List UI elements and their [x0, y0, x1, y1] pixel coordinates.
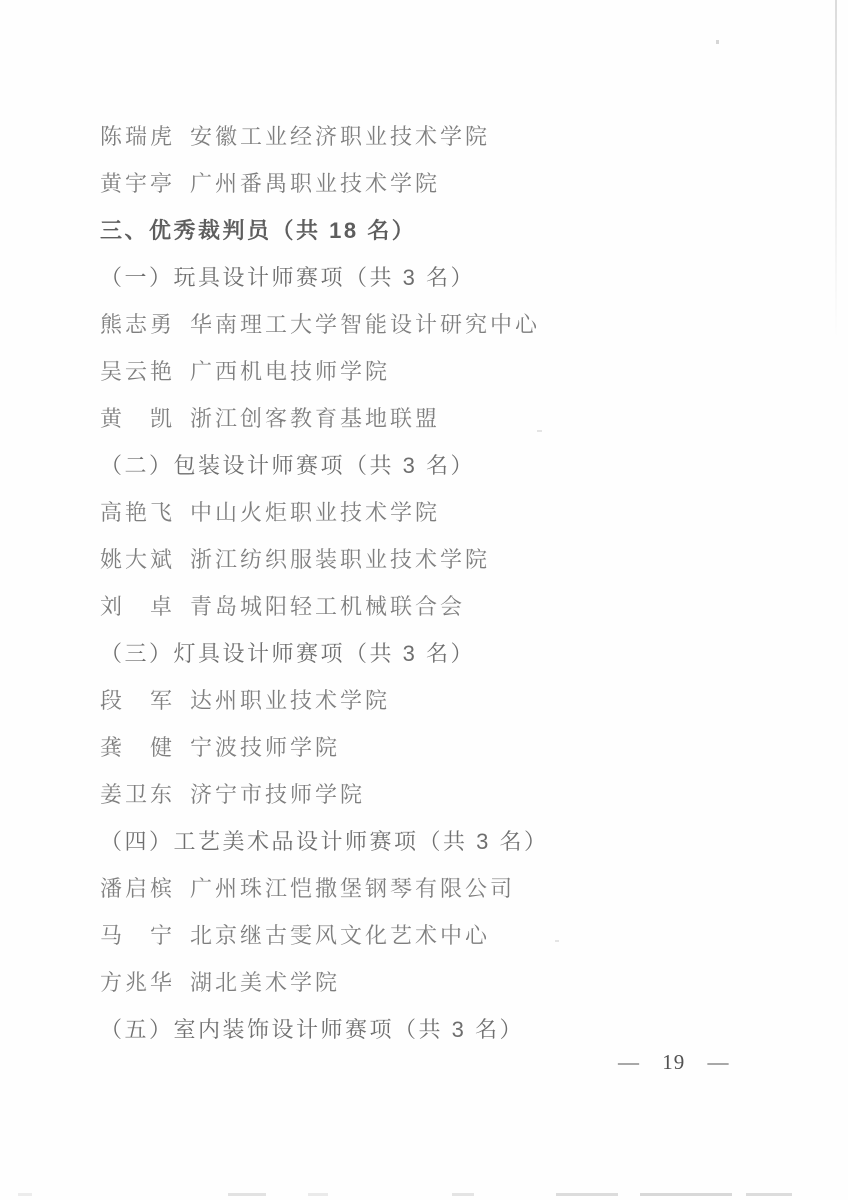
- recipient-name: 刘 卓: [100, 594, 176, 619]
- recipient-name: 熊志勇: [100, 312, 176, 337]
- page-number: — 19 —: [618, 1049, 730, 1074]
- recipient-row: [100, 676, 818, 723]
- scan-dash-artifact: [746, 1193, 792, 1196]
- recipient-row: [100, 582, 818, 629]
- scan-dash-artifact: [228, 1193, 266, 1196]
- recipient-institution: 宁波技师学院: [190, 735, 341, 760]
- recipient-institution: 济宁市技师学院: [190, 782, 366, 807]
- recipient-row: [100, 535, 818, 582]
- recipient-row: [100, 394, 818, 441]
- recipient-row: [100, 300, 818, 347]
- scan-speck-artifact: [555, 940, 559, 942]
- recipient-name: 姚大斌: [100, 547, 176, 572]
- scan-bottom-edge-artifact: [0, 1191, 848, 1197]
- recipient-row: [100, 770, 818, 817]
- subsection-heading: （二）包装设计师赛项（共 3 名）: [100, 453, 475, 478]
- recipient-name: 方兆华: [100, 970, 176, 995]
- recipient-name: 吴云艳: [100, 359, 176, 384]
- recipient-name: 姜卫东: [100, 782, 176, 807]
- scan-speck-artifact: [537, 430, 542, 432]
- recipient-row: [100, 864, 818, 911]
- recipient-row: [100, 723, 818, 770]
- recipient-institution: 浙江创客教育基地联盟: [190, 406, 441, 431]
- document-body: [100, 112, 818, 1052]
- recipient-institution: 广州珠江恺撒堡钢琴有限公司: [190, 876, 516, 901]
- scan-edge-artifact: [835, 0, 837, 340]
- recipient-row: [100, 911, 818, 958]
- scan-speck-artifact: [716, 40, 719, 44]
- scan-dash-artifact: [18, 1193, 32, 1196]
- recipient-name: 龚 健: [100, 735, 176, 760]
- recipient-institution: 湖北美术学院: [190, 970, 341, 995]
- recipient-row: [100, 159, 818, 206]
- scan-dash-artifact: [640, 1193, 732, 1196]
- recipient-name: 高艳飞: [100, 500, 176, 525]
- recipient-institution: 中山火炬职业技术学院: [190, 500, 441, 525]
- subsection-heading: （一）玩具设计师赛项（共 3 名）: [100, 265, 475, 290]
- recipient-name: 黄宇亭: [100, 171, 176, 196]
- scan-dash-artifact: [452, 1193, 474, 1196]
- recipient-institution: 北京继古雯风文化艺术中心: [190, 923, 491, 948]
- recipient-name: 黄 凯: [100, 406, 176, 431]
- scan-dash-artifact: [556, 1193, 618, 1196]
- subsection-heading: （五）室内装饰设计师赛项（共 3 名）: [100, 1017, 524, 1042]
- recipient-institution: 广州番禺职业技术学院: [190, 171, 441, 196]
- recipient-name: 马 宁: [100, 923, 176, 948]
- recipient-institution: 安徽工业经济职业技术学院: [190, 124, 491, 149]
- scan-dash-artifact: [308, 1193, 328, 1196]
- subsection-heading: （三）灯具设计师赛项（共 3 名）: [100, 641, 475, 666]
- recipient-institution: 达州职业技术学院: [190, 688, 391, 713]
- recipient-institution: 广西机电技师学院: [190, 359, 391, 384]
- recipient-name: 段 军: [100, 688, 176, 713]
- recipient-row: [100, 112, 818, 159]
- recipient-institution: 华南理工大学智能设计研究中心: [190, 312, 541, 337]
- recipient-name: 陈瑞虎: [100, 124, 176, 149]
- recipient-row: [100, 958, 818, 1005]
- recipient-institution: 浙江纺织服装职业技术学院: [190, 547, 491, 572]
- section-heading: 三、优秀裁判员（共 18 名）: [100, 218, 417, 243]
- recipient-name: 潘启槟: [100, 876, 176, 901]
- subsection-heading: （四）工艺美术品设计师赛项（共 3 名）: [100, 829, 549, 854]
- recipient-row: [100, 347, 818, 394]
- recipient-row: [100, 488, 818, 535]
- recipient-institution: 青岛城阳轻工机械联合会: [190, 594, 466, 619]
